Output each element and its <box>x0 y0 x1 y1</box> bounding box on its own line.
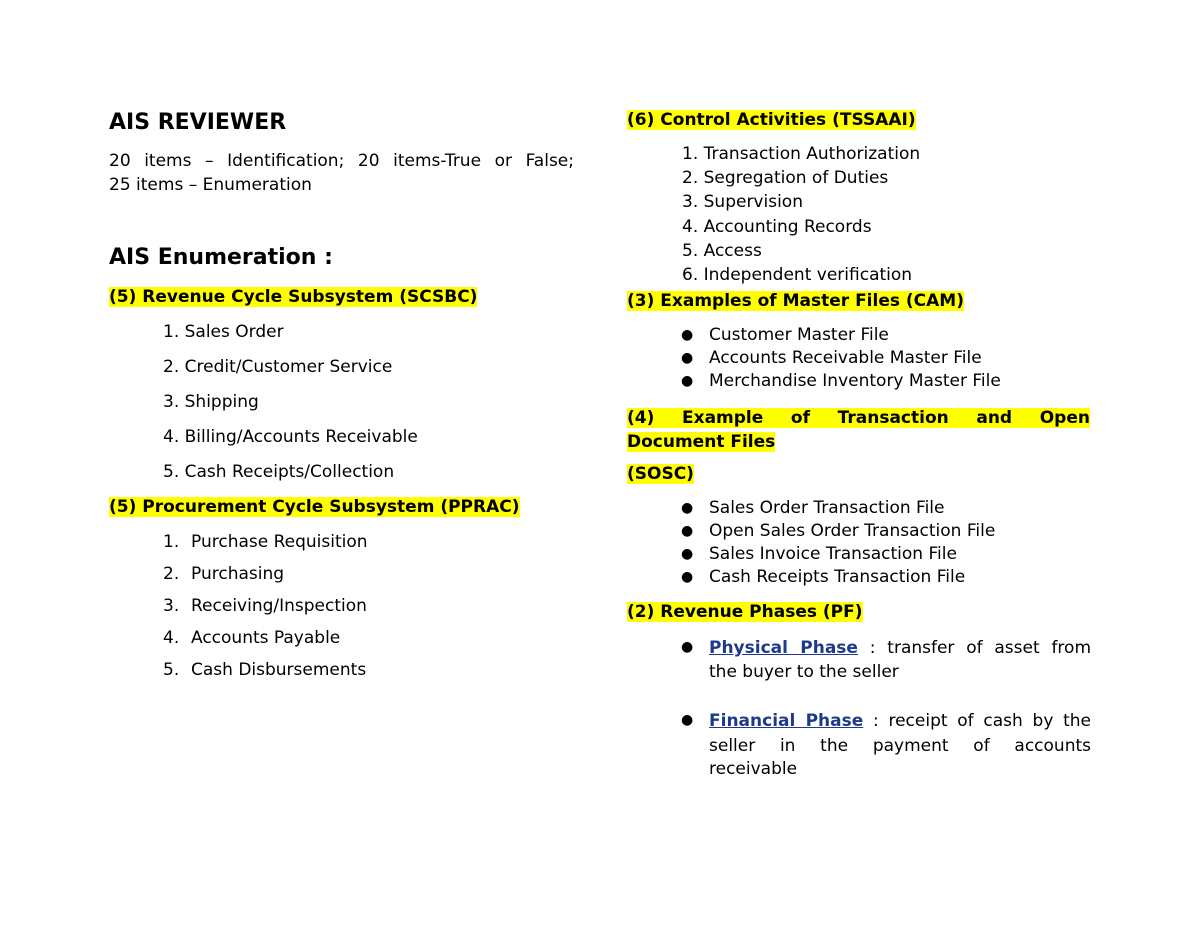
sosc-heading <box>627 463 694 486</box>
bullet-icon: ● <box>681 546 694 562</box>
financial-phase-line-1 <box>709 709 1091 733</box>
bullet-icon: ● <box>681 373 694 389</box>
bullet-icon: ● <box>681 712 694 728</box>
control-item-5: 5. Access <box>682 241 762 261</box>
financial-phase-term: Financial Phase <box>709 711 864 731</box>
bullet-icon: ● <box>681 523 694 539</box>
transaction-item-3: Sales Invoice Transaction File <box>709 544 957 564</box>
procurement-item-1: Purchase Requisition <box>191 532 368 552</box>
bullet-icon: ● <box>681 639 694 655</box>
master-item-3: Merchandise Inventory Master File <box>709 371 1001 391</box>
revenue-item-2: 2. Credit/Customer Service <box>163 357 393 377</box>
intro-line-2: 25 items – Enumeration <box>109 175 312 195</box>
revenue-phases-heading <box>627 601 863 624</box>
document-title: AIS REVIEWER <box>109 110 287 135</box>
procurement-item-5: Cash Disbursements <box>191 660 367 680</box>
procurement-item-4: Accounts Payable <box>191 628 341 648</box>
revenue-cycle-heading <box>109 286 477 309</box>
control-activities-heading-text: (6) Control Activities (TSSAAI) <box>627 110 916 130</box>
bullet-icon: ● <box>681 350 694 366</box>
master-files-heading <box>627 290 964 313</box>
revenue-cycle-heading-text: (5) Revenue Cycle Subsystem (SCSBC) <box>109 287 478 307</box>
transaction-item-1: Sales Order Transaction File <box>709 498 945 518</box>
bullet-icon: ● <box>681 327 694 343</box>
procurement-cycle-heading <box>109 496 520 519</box>
master-files-heading-text: (3) Examples of Master Files (CAM) <box>627 291 964 311</box>
transaction-files-heading <box>627 406 1090 454</box>
revenue-item-5: 5. Cash Receipts/Collection <box>163 462 395 482</box>
enumeration-title: AIS Enumeration : <box>109 245 333 270</box>
physical-phase-line-1 <box>709 636 1091 660</box>
procurement-num-3: 3. <box>163 596 180 616</box>
revenue-phases-heading-text: (2) Revenue Phases (PF) <box>627 602 863 622</box>
revenue-item-3: 3. Shipping <box>163 392 259 412</box>
control-item-1: 1. Transaction Authorization <box>682 144 921 164</box>
physical-phase-line-2: the buyer to the seller <box>709 662 899 682</box>
procurement-num-1: 1. <box>163 532 180 552</box>
financial-phase-line-2: seller in the payment of accounts <box>709 736 1091 756</box>
control-activities-heading <box>627 109 916 132</box>
revenue-item-1: 1. Sales Order <box>163 322 284 342</box>
revenue-item-4: 4. Billing/Accounts Receivable <box>163 427 418 447</box>
financial-phase-desc-1: : receipt of cash by the <box>873 711 1092 731</box>
financial-phase-line-3: receivable <box>709 759 798 779</box>
bullet-icon: ● <box>681 569 694 585</box>
control-item-3: 3. Supervision <box>682 192 803 212</box>
master-item-1: Customer Master File <box>709 325 889 345</box>
transaction-item-4: Cash Receipts Transaction File <box>709 567 966 587</box>
physical-phase-desc-1: : transfer of asset from <box>869 638 1092 658</box>
procurement-item-2: Purchasing <box>191 564 285 584</box>
control-item-2: 2. Segregation of Duties <box>682 168 889 188</box>
bullet-icon: ● <box>681 500 694 516</box>
transaction-files-heading-line-2: Document Files <box>627 432 776 452</box>
transaction-item-2: Open Sales Order Transaction File <box>709 521 996 541</box>
procurement-item-3: Receiving/Inspection <box>191 596 367 616</box>
physical-phase-term: Physical Phase <box>709 638 858 658</box>
procurement-num-2: 2. <box>163 564 180 584</box>
sosc-heading-text: (SOSC) <box>627 464 694 484</box>
procurement-num-5: 5. <box>163 660 180 680</box>
control-item-4: 4. Accounting Records <box>682 217 872 237</box>
control-item-6: 6. Independent verification <box>682 265 913 285</box>
procurement-cycle-heading-text: (5) Procurement Cycle Subsystem (PPRAC) <box>109 497 520 517</box>
intro-line-1: 20 items – Identification; 20 items-True or False; <box>109 151 574 171</box>
master-item-2: Accounts Receivable Master File <box>709 348 982 368</box>
procurement-num-4: 4. <box>163 628 180 648</box>
transaction-files-heading-line-1: (4) Example of Transaction and Open <box>627 408 1090 428</box>
